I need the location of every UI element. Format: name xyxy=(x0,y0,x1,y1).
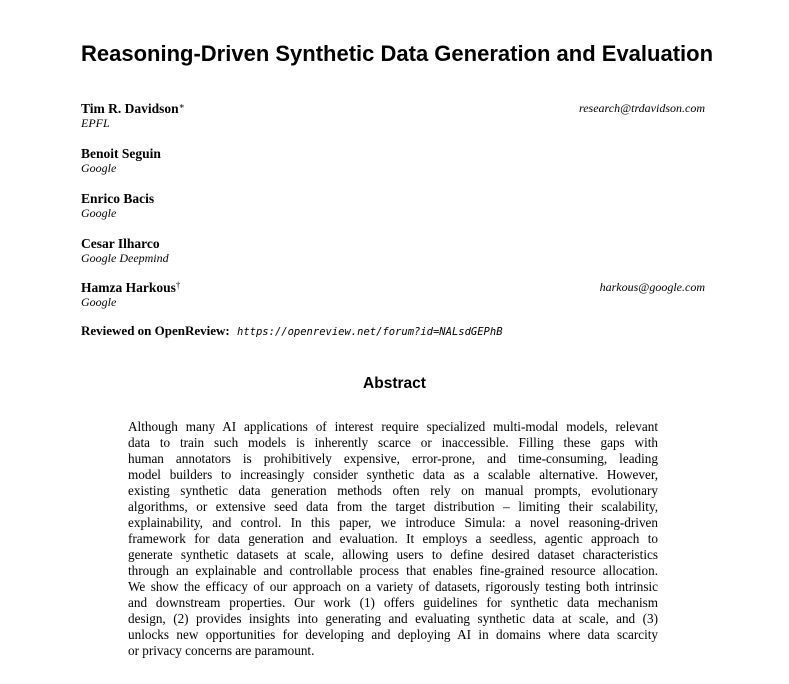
author-block xyxy=(81,190,711,221)
author-affiliation: Google xyxy=(81,295,117,309)
abstract-body xyxy=(128,419,658,659)
review-line xyxy=(81,323,503,340)
abstract-line: generate synthetic datasets at scale, allowing users to define desired dataset characteristics xyxy=(128,547,658,562)
review-url-link[interactable]: https://openreview.net/forum?id=NALsdGEPhB xyxy=(237,326,503,338)
author-affiliation: Google xyxy=(81,161,117,175)
abstract-line: or privacy concerns are paramount. xyxy=(128,643,315,658)
author-affiliation: Google Deepmind xyxy=(81,251,169,265)
abstract-heading: Abstract xyxy=(363,375,426,392)
review-label: Reviewed on OpenReview: xyxy=(81,323,230,338)
author-footnote-mark: † xyxy=(175,280,181,290)
author-name: Enrico Bacis xyxy=(81,191,155,206)
paper-title: Reasoning-Driven Synthetic Data Generation and Evaluation xyxy=(81,41,714,66)
abstract-line: explainability, and control. In this paper, we introduce Simula: a novel reasoning-driven xyxy=(128,515,658,530)
author-block xyxy=(81,235,711,266)
author-footnote-mark: ∗ xyxy=(178,101,185,111)
author-affiliation: Google xyxy=(81,206,117,220)
author-block xyxy=(81,100,711,131)
abstract-line: unlocks new opportunities for developing and deploying AI in domains where data scarcity xyxy=(128,627,658,642)
author-block xyxy=(81,279,711,310)
abstract-line: existing synthetic data generation methods often rely on manual prompts, evolutionary xyxy=(128,483,658,498)
abstract-line: design, (2) provides insights into generating and evaluating synthetic data at scale, and (3) xyxy=(128,611,658,626)
abstract-line: Although many AI applications of interest require specialized multi-modal models, relevant xyxy=(128,419,658,434)
author-email[interactable]: research@trdavidson.com xyxy=(578,101,705,115)
abstract-line: through an explainable and controllable process that enables fine-grained resource allocation. xyxy=(128,563,658,578)
author-name: Hamza Harkous† xyxy=(81,280,181,295)
author-block xyxy=(81,145,711,176)
author-name: Cesar Ilharco xyxy=(81,236,160,251)
author-email[interactable]: harkous@google.com xyxy=(599,280,705,294)
author-name: Tim R. Davidson∗ xyxy=(81,101,185,116)
abstract-line: framework for data generation and evaluation. It employs a seedless, agentic approach to xyxy=(128,531,658,546)
abstract-line: model builders to increasingly consider synthetic data as a scalable alternative. However, xyxy=(128,467,658,482)
author-name: Benoit Seguin xyxy=(81,146,161,161)
abstract-line: We show the efficacy of our approach on a variety of datasets, rigorously testing both intrinsic xyxy=(128,579,658,594)
author-affiliation: EPFL xyxy=(81,116,110,130)
abstract-line: and downstream properties. Our work (1) offers guidelines for synthetic data mechanism xyxy=(128,595,658,610)
abstract-line: algorithms, or extensive seed data from the target distribution – limiting their scalability, xyxy=(128,499,658,514)
abstract-line: human annotators is prohibitively expensive, error-prone, and time-consuming, leading xyxy=(128,451,658,466)
abstract-line: data to train such models is inherently scarce or inaccessible. Filling these gaps with xyxy=(128,435,658,450)
